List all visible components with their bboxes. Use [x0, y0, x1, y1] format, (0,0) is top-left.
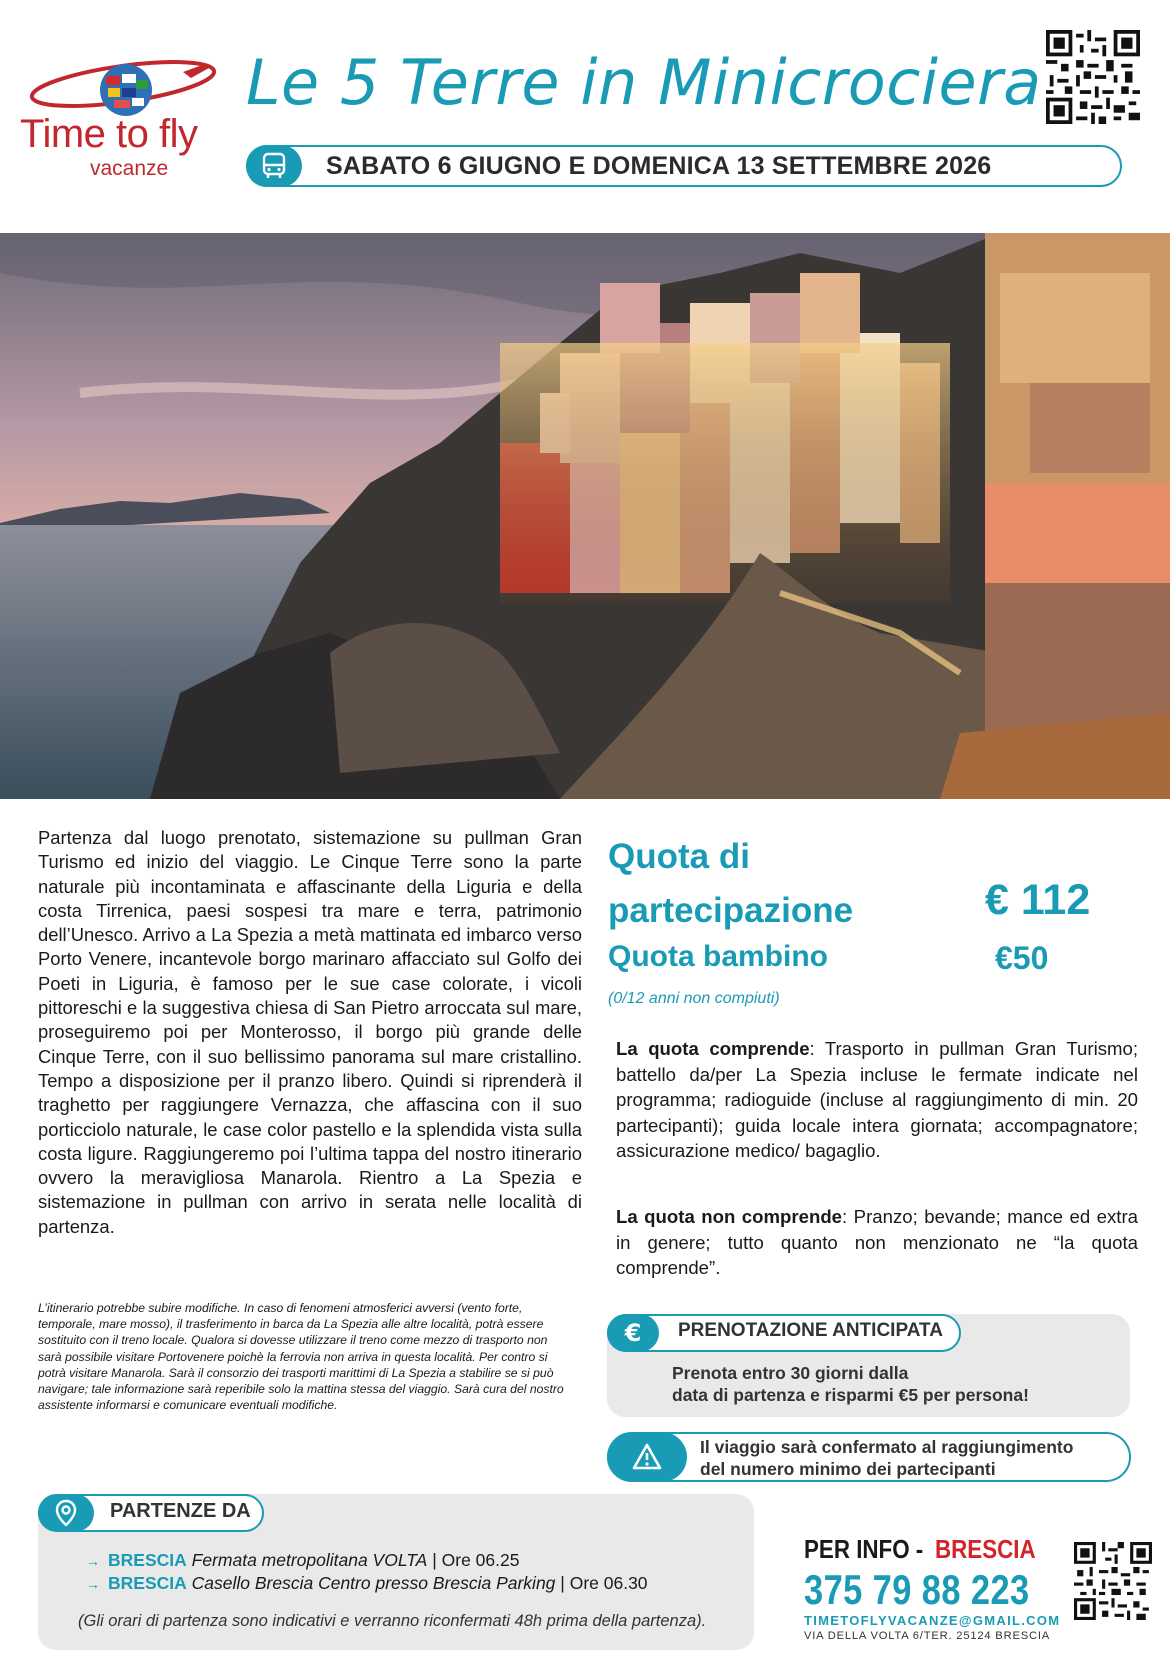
phone-number[interactable]: 375 79 88 223	[804, 1566, 1030, 1613]
departure-item: → BRESCIA Fermata metropolitana VOLTA | Ore 06.25	[86, 1550, 520, 1570]
child-quota-price: €50	[995, 940, 1049, 976]
quota-label: Quota di partecipazione	[608, 837, 854, 930]
location-pin-icon	[38, 1494, 94, 1532]
itinerary-disclaimer: L’itinerario potrebbe subire modifiche. In caso di fenomeni atmosferici avversi (vento forte, temporale, mare mosso), il trasferimento in barca da La Spezia alle altre località, potrà essere sostituito con il treno locale. Qualora si dovesse utilizzare il treno come mezzo di trasporto non sarà possibile visitare Portovenere poichè la ferrovia non arriva in questa località. Per contro si potrà visitare Manarola. Sarà il consorzio dei trasporti marittimi di La Spezia a stabilire se si può navigare; tale informazione sarà reperibile solo la mattina stessa del viaggio. Sarà cura del nostro assistente informarsi e comunicare eventuali modifiche.	[38, 1301, 564, 1413]
brand-name: Time to fly	[20, 112, 198, 156]
bus-icon	[246, 145, 302, 187]
departures-title: PARTENZE DA	[110, 1500, 251, 1522]
included-label: La quota comprende	[616, 1038, 810, 1059]
arrow-right-icon: →	[86, 1576, 100, 1592]
euro-icon: €	[607, 1314, 659, 1352]
warning-icon	[607, 1432, 687, 1482]
trip-dates: SABATO 6 GIUGNO E DOMENICA 13 SETTEMBRE 2026	[326, 152, 992, 180]
child-quota-label: Quota bambino	[608, 940, 828, 973]
early-booking-line-1: Prenota entro 30 giorni dalla	[672, 1363, 909, 1383]
quota-price: € 112	[985, 876, 1091, 924]
early-booking-text	[672, 1362, 1029, 1406]
qr-code-bottom[interactable]	[1074, 1542, 1152, 1620]
included-section	[616, 1036, 1138, 1164]
info-label: PER INFO -	[804, 1534, 924, 1564]
page-title: Le 5 Terre in Minicrociera	[246, 46, 1042, 119]
child-age-note: (0/12 anni non compiuti)	[608, 990, 780, 1007]
info-city: BRESCIA	[935, 1534, 1036, 1564]
itinerary-description: Partenza dal luogo prenotato, sistemazione su pullman Gran Turismo ed inizio del viaggio. Le Cinque Terre sono la parte naturale più incontaminata e affascinante della Liguria e della costa Tirrenica, paesi sospesi tra mare e terra, patrimonio dell’Unesco. Arrivo a La Spezia a metà mattinata ed imbarco verso Porto Venere, incantevole borgo marinaro affacciato sul Golfo dei Poeti in Liguria, è famoso per le sue case colorate, i vicoli pittoreschi e la suggestiva chiesa di San Pietro arroccata sul mare, proseguiremo poi per Monterosso, il borgo più grande delle Cinque Terre, con il suo bellissimo panorama sul mare cristallino. Tempo a disposizione per il pranzo libero. Quindi si riprenderà il traghetto per raggiungere Vernazza, che affascina con il suo porticciolo naturale, le case color pastello e la splendida vista sulla costa ligure. Raggiungeremo poi l’ultima tappa del nostro itinerario ovvero la meravigliosa Manarola. Rientro a La Spezia e sistemazione in pullman con arrivo in serata nelle località di partenza.	[38, 827, 582, 1237]
qr-code-top[interactable]	[1046, 30, 1140, 124]
excluded-label: La quota non comprende	[616, 1206, 843, 1227]
early-booking-title: PRENOTAZIONE ANTICIPATA	[678, 1320, 943, 1341]
email-address[interactable]: TIMETOFLYVACANZE@GMAIL.COM	[804, 1613, 1061, 1628]
included-text: : Trasporto in pullman Gran Turismo; battello da/per La Spezia incluse le fermate indicate nel programma; radioguide (incluse al raggiungimento di min. 20 partecipanti); guida locale intera giornata; accompagnatore; assicurazione medico/ bagaglio.	[616, 1038, 1138, 1161]
excluded-text: : Pranzo; bevande; mance ed extra in genere; tutto quanto non menzionato ne “la quota comprende”.	[616, 1206, 1138, 1278]
street-address: VIA DELLA VOLTA 6/TER. 25124 BRESCIA	[804, 1630, 1051, 1642]
departure-item: → BRESCIA Casello Brescia Centro presso Brescia Parking | Ore 06.30	[86, 1573, 648, 1593]
departures-note: (Gli orari di partenza sono indicativi e verranno riconfermati 48h prima della partenza).	[78, 1612, 707, 1630]
hero-photo-riomaggiore	[0, 233, 1170, 799]
brand-subtitle: vacanze	[90, 157, 169, 180]
confirmation-warning-text	[700, 1436, 1073, 1480]
early-booking-line-2: data di partenza e risparmi €5 per persona!	[672, 1385, 1029, 1405]
excluded-section	[616, 1204, 1138, 1281]
warning-line-2: del numero minimo dei partecipanti	[700, 1459, 996, 1479]
arrow-right-icon: →	[86, 1553, 100, 1569]
warning-line-1: Il viaggio sarà confermato al raggiungimento	[700, 1437, 1074, 1457]
